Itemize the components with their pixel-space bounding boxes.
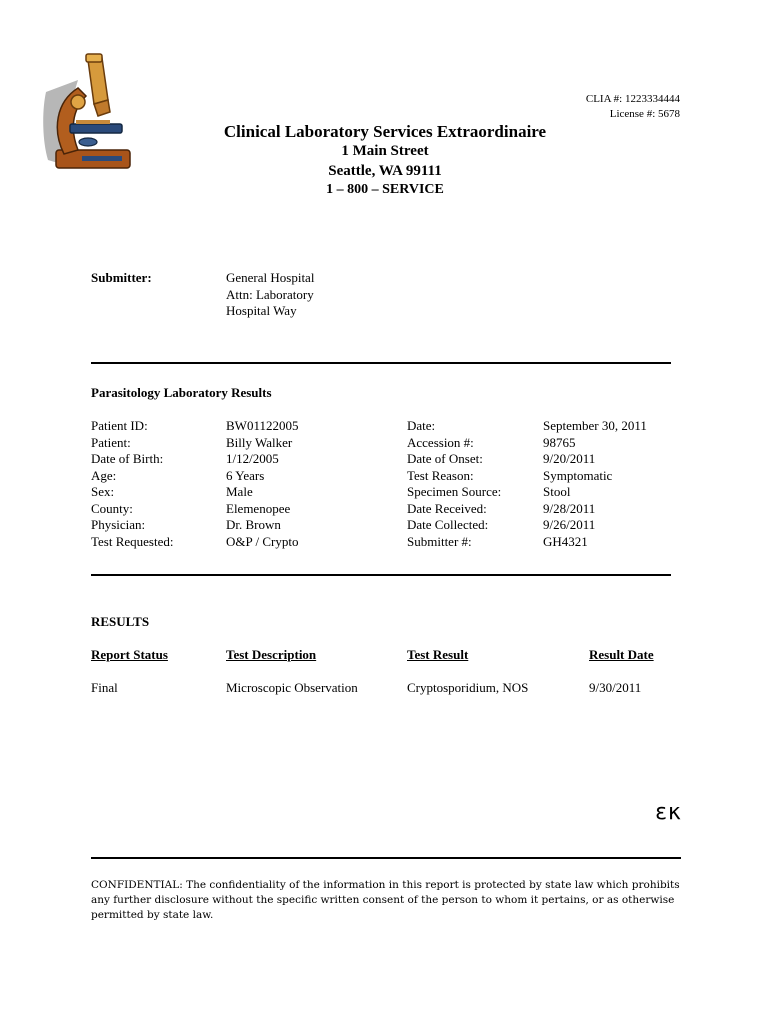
results-header-date: Result Date [589,647,654,662]
submitter-line: General Hospital [226,270,315,285]
result-value: Cryptosporidium, NOS [407,680,529,695]
field-label: Date of Birth: [91,451,164,466]
field-label: Accession #: [407,434,474,450]
field-label: Age: [91,467,117,483]
result-status: Final [91,680,118,695]
clia-number: CLIA #: 1223334444 [585,93,680,105]
divider-rule [91,362,671,364]
submitter-line: Hospital Way [226,303,297,318]
field-label: Physician: [91,517,146,532]
field-value: 9/28/2011 [543,500,596,516]
lab-name: Clinical Laboratory Services Extraordinaire [223,122,547,141]
field-label: Date Collected: [407,517,489,532]
license-number: License #: 5678 [609,108,680,120]
field-value: 9/26/2011 [543,517,596,532]
field-value: BW01122005 [226,418,299,433]
field-value: Male [226,484,253,499]
field-value: Billy Walker [226,434,293,450]
section-title: Parasitology Laboratory Results [91,385,272,400]
field-value: Dr. Brown [226,517,281,532]
results-header-description: Test Description [226,647,317,662]
field-value: 1/12/2005 [226,451,279,466]
confidential-notice: CONFIDENTIAL: The confidentiality of the information in this report is protected by state law which prohibits any further disclosure without the specific written consent of the person to whom it pertains, or as otherwise permitted by state law. [91,879,680,921]
patient-values [226,418,298,550]
results-title: RESULTS [91,614,150,629]
field-label: County: [91,500,133,516]
field-value: Stool [543,484,571,499]
result-date: 9/30/2011 [589,680,642,695]
submitter-address [226,270,314,320]
field-label: Date: [407,418,436,433]
field-label: Date Received: [407,500,487,516]
lab-address-city: Seattle, WA 99111 [328,163,442,179]
field-label: Patient: [91,434,131,450]
specimen-values [543,418,647,550]
patient-labels [91,418,174,550]
lab-address-street: 1 Main Street [341,143,429,159]
field-label: Specimen Source: [407,484,502,499]
signature-initials: εκ [655,800,682,825]
field-label: Test Reason: [407,467,474,483]
results-header-result: Test Result [407,647,469,662]
field-value: 6 Years [226,467,265,483]
submitter-line: Attn: Laboratory [226,286,314,302]
field-label: Patient ID: [91,418,148,433]
field-value: September 30, 2011 [543,418,647,433]
field-value: 9/20/2011 [543,451,596,466]
lab-phone: 1 – 800 – SERVICE [326,182,444,197]
divider-rule [91,574,671,576]
submitter-label: Submitter: [91,270,152,285]
field-label: Submitter #: [407,533,472,549]
result-description: Microscopic Observation [226,680,358,695]
field-value: Elemenopee [226,500,291,516]
field-label: Test Requested: [91,533,174,549]
field-value: Symptomatic [543,467,613,483]
field-value: 98765 [543,434,576,450]
specimen-labels [407,418,501,550]
field-value: GH4321 [543,533,588,549]
field-label: Date of Onset: [407,451,483,466]
microscope-logo-icon [38,50,148,174]
field-label: Sex: [91,484,115,499]
results-header-status: Report Status [91,647,168,662]
clia-block [480,92,680,122]
divider-rule [91,857,681,859]
field-value: O&P / Crypto [226,533,299,549]
